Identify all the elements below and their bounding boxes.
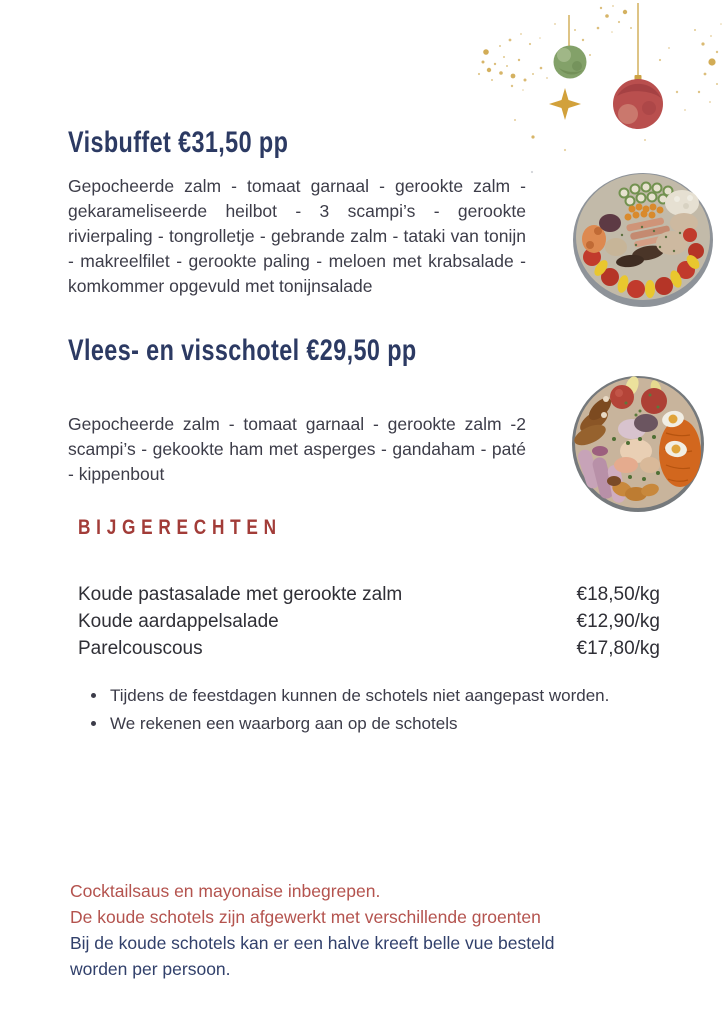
dish-price: €18,50/kg bbox=[576, 584, 660, 605]
dish-name: Koude pastasalade met gerookte zalm bbox=[78, 584, 403, 605]
visbuffet-platter-image bbox=[572, 171, 714, 309]
footer-blue-line: worden per persoon. bbox=[70, 959, 231, 979]
dish-price: €12,90/kg bbox=[576, 611, 660, 632]
green-bauble-ornament-icon bbox=[554, 15, 587, 79]
notes-list bbox=[78, 682, 668, 738]
dish-row bbox=[78, 635, 660, 662]
gold-splatter-icon bbox=[478, 5, 722, 173]
vlees-visschotel-platter-image bbox=[570, 373, 706, 515]
section-title-visbuffet: Visbuffet €31,50 pp bbox=[68, 126, 289, 159]
dish-name: Koude aardappelsalade bbox=[78, 611, 279, 632]
footer-red-line: De koude schotels zijn afgewerkt met verschillende groenten bbox=[70, 907, 541, 927]
sparkle-star-icon bbox=[549, 88, 581, 120]
section-description-vlees-visschotel: Gepocheerde zalm - tomaat garnaal - gerookte zalm -2 scampi’s - gekookte ham met asperges - gandaham - paté - kippenbout bbox=[68, 414, 526, 484]
dish-price: €17,80/kg bbox=[576, 638, 660, 659]
side-dishes-list bbox=[78, 581, 660, 662]
section-description-visbuffet: Gepocheerde zalm - tomaat garnaal - gerookte zalm - gekarameliseerde heilbot - 3 scampi’s - gerookte rivierpaling - tongrolletje - gebrande zalm - tataki van tonijn - makreelfilet - gerookte paling - meloen met krabsalade - komkommer opgevuld met tonijnsalade bbox=[68, 176, 526, 296]
note-item: • Tijdens de feestdagen kunnen de schotels niet aangepast worden. bbox=[108, 682, 668, 710]
dish-row bbox=[78, 608, 660, 635]
note-item: • We rekenen een waarborg aan op de schotels bbox=[108, 710, 668, 738]
dish-row bbox=[78, 581, 660, 608]
footer-red-line: Cocktailsaus en mayonaise inbegrepen. bbox=[70, 881, 381, 901]
dish-name: Parelcouscous bbox=[78, 638, 203, 659]
side-dishes-title: BIJGERECHTEN bbox=[78, 516, 282, 539]
red-bauble-ornament-icon bbox=[613, 3, 663, 129]
footer-blue-line: Bij de koude schotels kan er een halve kreeft belle vue besteld bbox=[70, 933, 555, 953]
footer-text-block bbox=[70, 878, 554, 982]
christmas-decoration bbox=[455, 0, 725, 180]
section-title-vlees-visschotel: Vlees- en visschotel €29,50 pp bbox=[68, 334, 417, 367]
